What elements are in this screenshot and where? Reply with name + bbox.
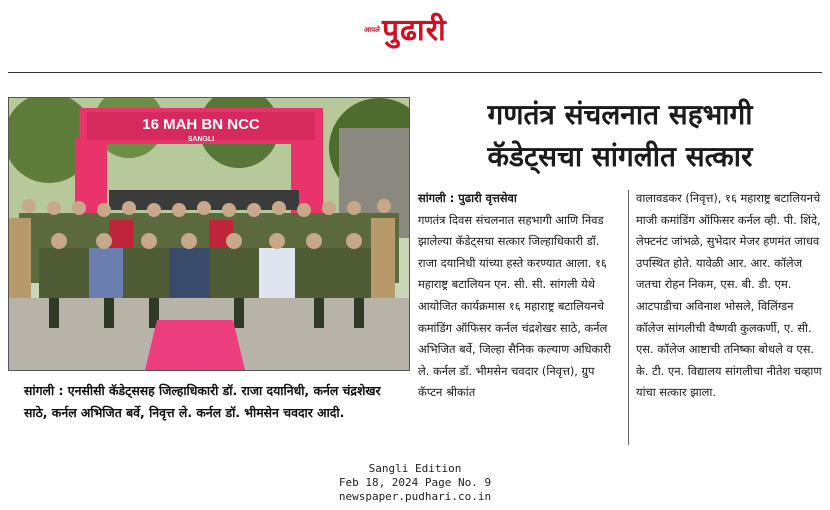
photo-caption: सांगली : एनसीसी कॅडेट्ससह जिल्हाधिकारी डॉ. राजा दयानिधी, कर्नल चंद्रशेखर साठे, कर्नल अभिजित बर्वे, निवृत्त ले. कर्नल डॉ. भीमसेन चवदार आदी. [24,383,381,420]
banner-subtitle: SANGLI [187,136,215,143]
headline-line-2: कॅडेट्सचा सांगलीत सत्कार [487,140,753,173]
ncc-group-photo [8,97,410,371]
headline-line-1: गणतंत्र संचलनात सहभागी [487,98,753,131]
column-divider [628,190,629,445]
article-column-2 [636,188,824,404]
article-body-2: वालावडकर (निवृत्त), १६ महाराष्ट्र बटालियनचे माजी कमांडिंग ऑफिसर कर्नल व्ही. पी. शिंदे, लेफ्टनंट जांभळे, सुभेदार मेजर हणमंत जाधव उपस्थित होते. यावेळी आर. आर. कॉलेज जतचा रोहन निकम, एस. बी. डी. एम. आटपाडीचा अविनाश भोसले, विलिंग्डन कॉलेज सांगलीची वैष्णवी कुलकर्णी, ए. सी. एस. कॉलेज आष्टाची तनिष्का बोधले व एस. के. टी. एन. विद्यालय सांगलीचा नीतेश चव्हाण यांचा सत्कार झाला. [636,191,822,400]
edition-name: Sangli Edition [368,462,462,475]
edition-date-page: Feb 18, 2024 Page No. 9 [338,476,492,489]
top-divider [8,72,822,73]
masthead-tagline: आपले [364,26,380,34]
photo-illustration [9,98,409,370]
banner-title: 16 MAH BN NCC [142,116,260,133]
headline [420,94,820,178]
masthead-brand: पुढारी [382,13,447,48]
masthead-logo [362,8,472,56]
dateline: सांगली : पुढारी वृत्तसेवा [418,191,517,205]
article-column-1 [418,188,618,404]
edition-url[interactable]: newspaper.pudhari.co.in [338,490,492,503]
article-body-1: गणतंत्र दिवस संचलनात सहभागी आणि निवड झालेल्या कॅडेट्सचा सत्कार जिल्हाधिकारी डॉ. राजा दयानिधी यांच्या हस्ते करण्यात आला. १६ महाराष्ट्र बटालियन एन. सी. सी. सांगली येथे आयोजित कार्यक्रमास १६ महाराष्ट्र बटालियनचे कमांडिंग ऑफिसर कर्नल चंद्रशेखर साठे, कर्नल अभिजित बर्वे, जिल्हा सैनिक कल्याण अधिकारी ले. कर्नल डॉ. भीमसेन चवदार (निवृत्त), ग्रुप कॅप्टन श्रीकांत [418,212,611,400]
edition-footer [0,462,830,504]
